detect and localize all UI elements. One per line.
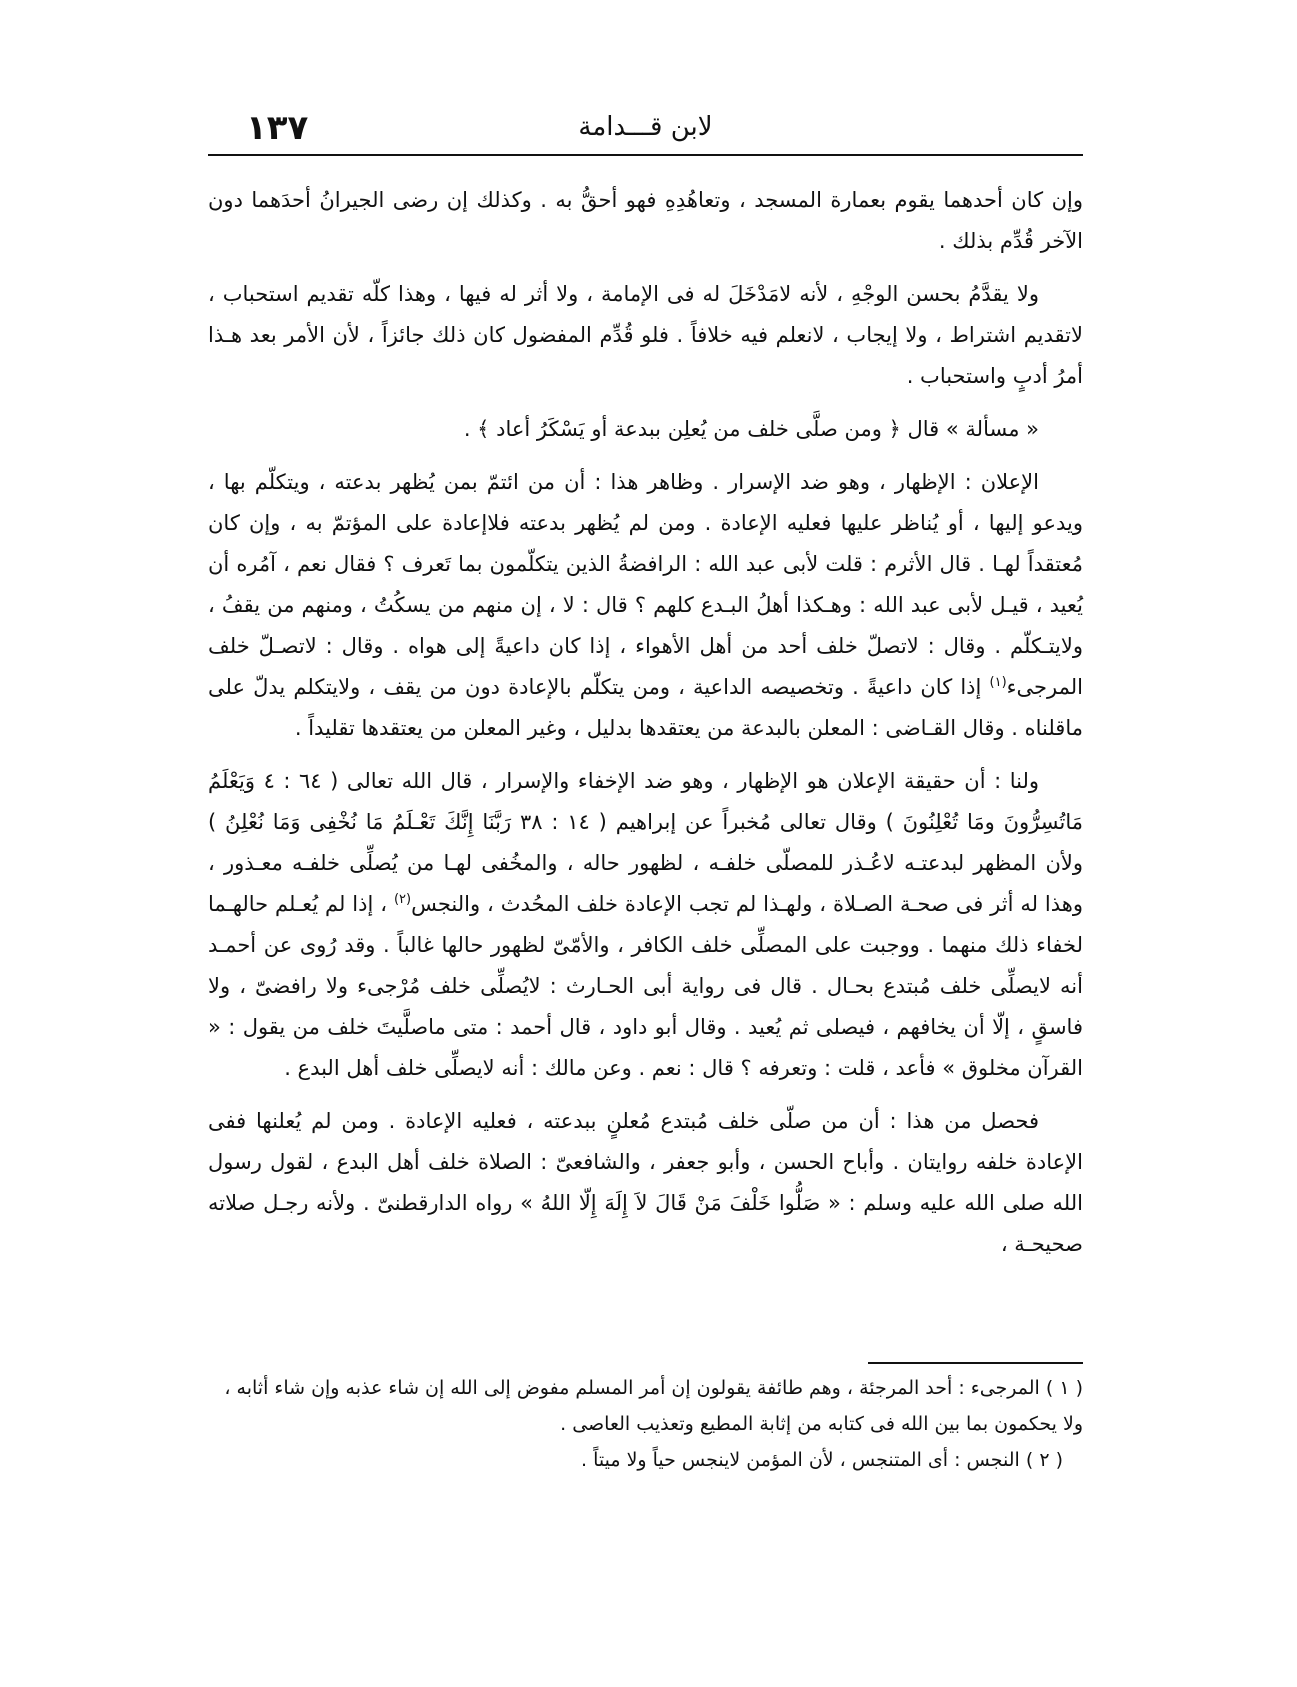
footnote: ( ١ ) المرجىء : أحد المرجئة ، وهم طائفة يقولون إن أمر المسلم مفوض إلى الله إن شاء عذبه وإن شاء أثابه ، ولا يحكمون بما بين الله فى كتابه من إثابة المطيع وتعذيب العاصى . xyxy=(224,1377,1083,1435)
page-number: ١٣٧ xyxy=(246,108,309,148)
paragraph: ولا يقدَّمُ بحسن الوجْهِ ، لأنه لامَدْخَلَ له فى الإمامة ، ولا أثر له فيها ، وهذا كلّه تقديم استحباب ، لاتقديم اشتراط ، ولا إيجاب ، لانعلم فيه خلافاً . فلو قُدِّم المفضول كان ذلك جائزاً ، لأن الأمر بعد هـذا أمرُ أدبٍ واستحباب . xyxy=(208,282,1083,388)
paragraph xyxy=(208,462,1083,749)
footnote-ref: (٢) xyxy=(393,892,412,907)
paragraph: وإن كان أحدهما يقوم بعمارة المسجد ، وتعاهُدِهِ فهو أحقُّ به . وكذلك إن رضى الجيرانُ أحدَهما دون الآخر قُدِّم بذلك . xyxy=(208,188,1083,253)
paragraph-text: الإعلان : الإظهار ، وهو ضد الإسرار . وظاهر هذا : أن من ائتمّ بمن يُظهر بدعته ، ويتكلّم بها ، ويدعو إليها ، أو يُناظر عليها فعليه الإعادة . ومن لم يُظهر بدعته فلاإعادة على المؤتمّ به ، وإن كان مُعتقداً لهـا . قال الأثرم : قلت لأبى عبد الله : الرافضةُ الذين يتكلّمون بما تَعرف ؟ فقال نعم ، آمُره أن يُعيد ، قيـل لأبى عبد الله : وهـكذا أهلُ البـدع كلهم ؟ قال : لا ، إن منهم من يسكُتُ ، ومنهم من يقفُ ، ولايتـكلّم . وقال : لاتصلّ خلف أحد من أهل الأهواء ، إذا كان داعيةً إلى هواه . وقال : لاتصـلّ خلف المرجىء xyxy=(208,470,1083,699)
footnotes xyxy=(208,1370,1083,1478)
paragraph xyxy=(208,761,1083,1089)
footnote: ( ٢ ) النجس : أى المتنجس ، لأن المؤمن لاينجس حياً ولا ميتاً . xyxy=(581,1449,1063,1471)
running-title: لابن قـــدامة xyxy=(578,112,713,142)
paragraph-text: ولنا : أن حقيقة الإعلان هو الإظهار ، وهو ضد الإخفاء والإسرار ، قال الله تعالى ( ٦٤ : ٤ وَيَعْلَمُ مَاتُسِرُّونَ ومَا تُعْلِنُونَ ) وقال تعالى مُخبراً عن إبراهيم ( ١٤ : ٣٨ رَبَّنَا إِنَّكَ تَعْـلَمُ مَا نُخْفِى وَمَا نُعْلِنُ ) ولأن المظهر لبدعتـه لاعُـذر للمصلّى خلفـه ، لظهور حاله ، والمخُفى لهـا من يُصلِّى خلفـه معـذور ، وهذا له أثر فى صحـة الصـلاة ، ولهـذا لم تجب الإعادة خلف المحُدث ، والنجس xyxy=(208,769,1083,916)
paragraph: فحصل من هذا : أن من صلّى خلف مُبتدع مُعلنٍ ببدعته ، فعليه الإعادة . ومن لم يُعلنها ففى الإعادة خلفه روايتان . وأباح الحسن ، وأبو جعفر ، والشافعىّ : الصلاة خلف أهل البدع ، لقول رسول الله صلى الله عليه وسلم : « صَلُّوا خَلْفَ مَنْ قَالَ لاَ إِلَهَ إِلّا اللهُ » رواه الدارقطنىّ . ولأنه رجـل صلاته صحيحـة ، xyxy=(208,1109,1083,1256)
paragraph-text: إذا كان داعيةً . وتخصيصه الداعية ، ومن يتكلّم بالإعادة دون من يقف ، ولايتكلم يدلّ على ماقلناه . وقال القـاضى : المعلن بالبدعة من يعتقدها بدليل ، وغير المعلن من يعتقدها تقليداً . xyxy=(208,675,1083,740)
issue-heading: « مسألة » قال ﴿ ومن صلَّى خلف من يُعلِن ببدعة أو يَسْكَرُ أعاد ﴾ . xyxy=(463,417,1039,441)
footnote-ref: (١) xyxy=(989,675,1007,690)
header-rule xyxy=(208,154,1083,156)
page-header xyxy=(208,102,1083,158)
paragraph-text: ، إذا لم يُعـلم حالهـما لخفاء ذلك منهما . ووجبت على المصلِّى خلف الكافر ، والأمّىّ لظهور حالها غالباً . وقد رُوى عن أحمـد أنه لايصلِّى خلف مُبتدع بحـال . قال فى رواية أبى الحـارث : لايُصلِّى خلف مُرْجىء ولا رافضىّ ، ولا فاسقٍ ، إلّا أن يخافهم ، فيصلى ثم يُعيد . وقال أبو داود ، قال أحمد : متى ماصلَّيتَ خلف من يقول : « القرآن مخلوق » فأعد ، قلت : وتعرفه ؟ قال : نعم . وعن مالك : أنه لايصلِّى خلف أهل البدع . xyxy=(208,892,1083,1080)
footnote-rule xyxy=(868,1362,1083,1364)
main-text xyxy=(208,180,1083,1277)
